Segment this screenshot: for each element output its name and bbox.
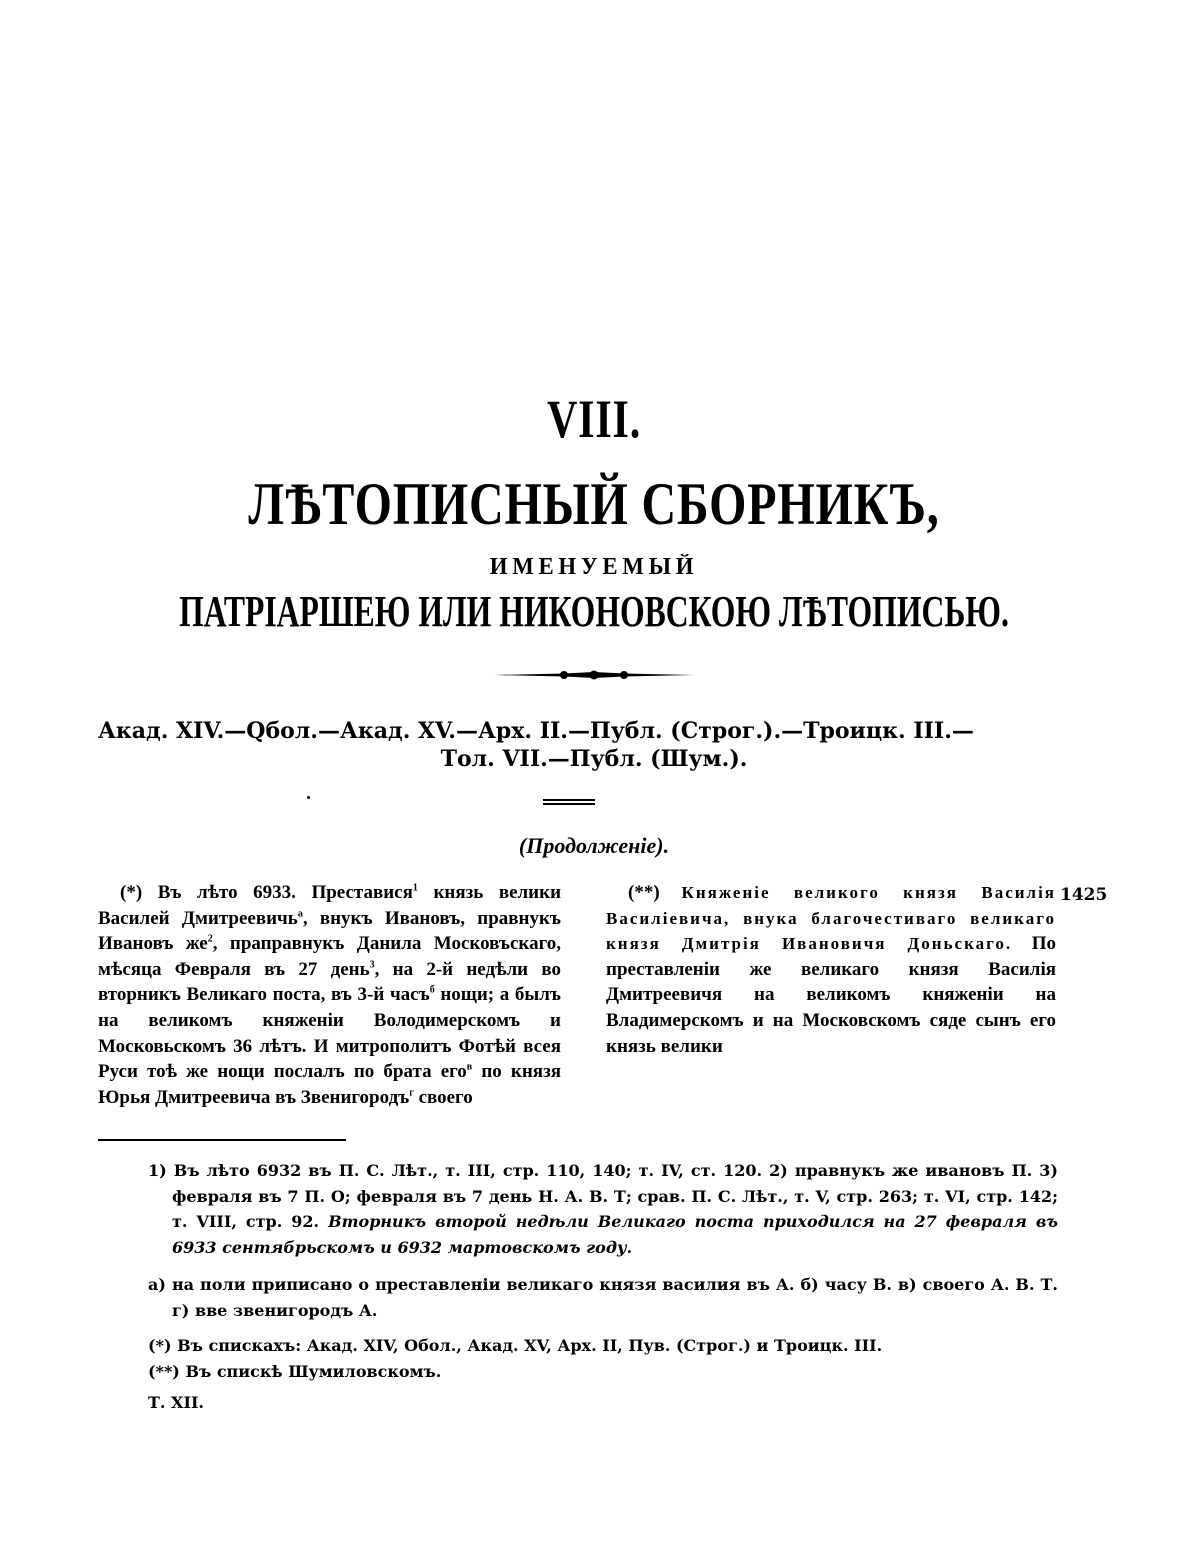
subtitle-named: ИМЕНУЕМЫЙ [489, 554, 699, 580]
codices-line-1: Акад. XIV.—Qбол.—Акад. XV.—Арх. II.—Публ. (Строг.).—Троицк. III.— [98, 718, 974, 744]
section-heading-spaced: Княженіе великого князя Василія Василіевича, внука благочестиваго великаго князя Дмитрія Ивановичя Доньскаго. [606, 883, 1056, 954]
text-run: по князя Юрья Дмитреевича въ Звенигородъ [98, 1061, 561, 1108]
footnote [148, 1272, 1058, 1323]
text-run: нощи; а былъ на великомъ княженіи Володимерскомъ и Московьскомъ 36 лѣтъ. И митрополитъ Фотѣй всея Руси тоѣ же нощи послалъ по брата его [98, 984, 561, 1083]
ornament-divider [494, 669, 694, 681]
text-run: , на 2-й недѣли во вторникъ Великаго поста, въ 3-й часъ [98, 958, 562, 1006]
text-run: а) на поли приписано о преставленіи великаго князя василия въ А. [148, 1275, 795, 1294]
left-column [98, 880, 561, 1110]
text-run: Въ лѣто 6933. Преставися [157, 882, 413, 903]
footnote-ref: 1 [412, 882, 418, 894]
footnote: (*) Въ спискахъ: Акад. XIV, Обол., Акад. XV, Арх. II, Пув. (Строг.) и Троицк. III. [148, 1336, 883, 1355]
footnote-ref: в [466, 1061, 473, 1073]
chapter-number: VIII. [546, 389, 642, 449]
text-run: Вторникъ второй недѣли Великаго поста приходился на 27 февраля въ 6933 сентябрьскомъ и 6932 мартовскомъ году. [172, 1212, 1059, 1257]
short-rule [543, 799, 595, 805]
sheet-signature: Т. XII. [148, 1393, 204, 1412]
footnote-ref: б [429, 985, 435, 997]
right-column [606, 880, 1056, 1059]
continuation-label: (Продолженіе). [518, 833, 670, 858]
star-footnotes [148, 1333, 1058, 1384]
text-run: князь велики Василей Дмитреевичь [98, 882, 562, 929]
text-run: По преставленіи же великаго князя Василія Дмитреевичя на великомъ княженіи на Владимерскомъ и на Московскомъ сяде сынъ его князь велики [606, 933, 1056, 1057]
subtitle-main: ПАТРІАРШЕЮ ИЛИ НИКОНОВСКОЮ ЛѢТОПИСЬЮ. [179, 587, 1009, 636]
left-paragraph [98, 880, 561, 1110]
footnote-ref: 3 [369, 959, 375, 971]
footnote-ref: а [297, 908, 303, 920]
footnote-rule [98, 1139, 346, 1141]
footnote [148, 1158, 1058, 1260]
codices-line-2: Тол. VII.—Публ. (Шум.). [440, 746, 748, 772]
footnote-mark: (*) [120, 882, 143, 903]
footnote-ref: 2 [207, 933, 213, 945]
text-run: б) часу В. в) своего А. В. Т. г) вве звенигородъ А. [172, 1275, 1058, 1320]
footnote-ref: г [409, 1087, 414, 1099]
print-speck [307, 796, 310, 799]
text-run: своего [413, 1086, 473, 1108]
text-run: , праправнукъ Данила Московъскаго, мѣсяца Февраля въ 27 день [98, 933, 561, 980]
margin-year: 1425 [1060, 885, 1108, 905]
footnote: (**) Въ спискѣ Шумиловскомъ. [148, 1361, 442, 1381]
text-run: , внукъ Ивановъ, правнукъ Ивановъ же [98, 907, 562, 955]
numbered-footnotes [148, 1158, 1058, 1260]
text-run: 1) Въ лѣто 6932 въ П. С. Лѣт., т. III, стр. 110, 140; т. IV, ст. 120. 2) правнукъ же ивановъ П. 3) февраля въ 7 П. О; февраля въ 7 день Н. А. В. Т; срав. П. С. Лѣт., т. V, стр. 263; т. VI, стр. 142; т. VIII, стр. 92. [148, 1161, 1058, 1231]
footnote-mark: (**) [628, 882, 660, 903]
letter-footnotes [148, 1272, 1058, 1323]
page-title: ЛѢТОПИСНЫЙ СБОРНИКЪ, [248, 471, 940, 537]
right-paragraph [606, 880, 1056, 1059]
